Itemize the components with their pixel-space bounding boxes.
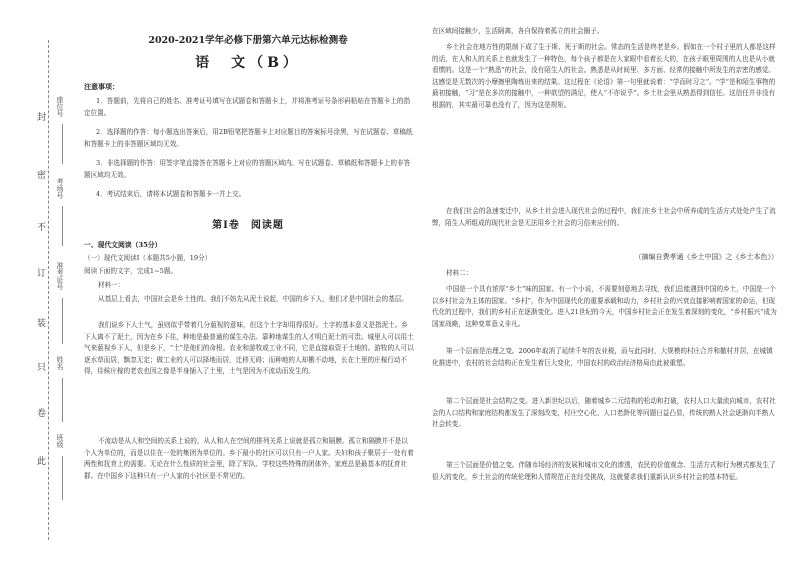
reading-paragraph: 第二个层面是社会结构之变。进入新世纪以后，随着城乡二元结构的松动和打破，农村人口大量流向城市，农村社会的人口结构和家庭结构都发生了深刻改变，村庄空心化、人口老龄化等问题日益凸显，传统的熟人社会逐渐向半熟人社会转变。 [432, 397, 776, 429]
name-label: 姓名 [56, 356, 64, 370]
binding-char: 订 [35, 268, 45, 277]
binding-line [48, 40, 49, 540]
binding-char: 此 [35, 456, 45, 465]
reading-paragraph: 中国是一个具有浓厚“乡土”味的国家。有一个小说，不需要刻意地去寻找，我们总能遇到中国的乡土，中国是一个以乡村社会为主体的国家。“乡村”，作为中国现代化的重要承载和动力，乡村社会的兴衰直接影响着国家的命运，但现代化的过程中，我们的乡村正在逐渐变化。进入21世纪的今天，中国乡村社会正在发生着深刻的变化，“乡村振兴”成为国家战略，这种变革意义非凡。 [432, 285, 777, 328]
binding-char: 封 [35, 112, 45, 121]
subject-title: 语 文（B） [195, 55, 301, 71]
reading-paragraph: 第三个层面是价值之变。伴随市场经济的发展和城市文化的渗透，农民的价值观念、生活方式和行为模式都发生了很大的变化，乡土社会的传统伦理和人情规范正在经受挑战，这就要求我们重新认识乡村社会的基本特征。 [432, 461, 776, 481]
binding-strip [0, 0, 70, 561]
notice-item: 3．非选择题的作答：用签字笔直接答在答题卡上对应的答题区域内。写在试题卷、草稿纸和答题卡上的非答题区域均无效。 [84, 159, 411, 179]
reading-part-heading: 一、现代文阅读（35分） [84, 241, 162, 249]
binding-char: 不 [35, 222, 45, 231]
binding-char: 卷 [35, 408, 45, 417]
admission-number-blank [62, 298, 63, 344]
binding-char: 只 [35, 362, 45, 371]
exam-title: 2020-2021学年必修下册第六单元达标检测卷 [148, 35, 348, 46]
reading-paragraph: 我们说乡下人土气，虽则似乎带着几分藐视的意味，但这个土字却用得很好。土字的基本意义是指泥土。乡下人离不了泥土，因为在乡下住，种地是最普通的谋生办法。靠种地谋生的人才明白泥土的可贵。城里人可以用土气来藐视乡下人，但是乡下，“土”是他们的命根。农业和游牧或工业不同，它是直接取资于土地的。游牧的人可以逐水草而居，飘忽无定；做工业的人可以择地而居，迁移无碍；而种地的人却搬不动地，长在土里的庄稼行动不得，侍候庄稼的老农也因之像是半身插入了土里，土气是因为不流动而发生的。 [84, 321, 414, 376]
reading-subheading: （一）现代文阅读Ⅰ（本题共5小题，19分） [84, 254, 212, 262]
binding-char: 密 [35, 170, 45, 179]
notice-item: 1．答题前，先将自己的姓名、准考证号填写在试题卷和答题卡上，并将准考证号条形码粘贴在答题卡上的指定位置。 [84, 97, 411, 117]
class-blank [62, 456, 63, 500]
reading-paragraph: 从基层上看去，中国社会是乡土性的。我们不妨先从泥土说起，中国的乡下人，他们才是中国社会的基层。 [98, 295, 408, 303]
material-two-label: 材料二： [446, 269, 473, 277]
section-title: 第Ⅰ卷 阅读题 [212, 220, 284, 231]
seat-number-blank [62, 124, 63, 164]
notice-heading: 注意事项： [84, 82, 119, 91]
left-column [78, 0, 418, 561]
material-one-label: 材料一： [98, 281, 125, 289]
class-label: 班级 [56, 434, 64, 448]
binding-char: 装 [35, 318, 45, 327]
reading-paragraph: 第一个层面是治理之变。2006年取消了延续千年的农业税，而与此同时，大规模的村庄合并和撤村并居，在城镇化推进中，农村的社会结构正在发生着巨大变化，中国农村的政治经济格局由此被重塑。 [432, 347, 773, 367]
reading-paragraph: 在区域间接触少，生活隔离，各自保持着孤立的社会圈子。 [432, 27, 604, 35]
reading-paragraph: 不流动是从人和空间的关系上说的，从人和人在空间的排列关系上说就是孤立和隔膜。孤立和隔膜并不是以个人为单位的，而是以住在一处的集团为单位的。乡下最小的社区可以只有一户人家。夫妇和孩子聚居于一处有着两性和抚育上的需要。无论在什么性质的社会里，除了军队、学校这些特殊的团体外，家庭总是最基本的抚育社群。在中国乡下这种只有一户人家的小社区是不常见的。 [84, 437, 414, 480]
admission-number-label: 准考证号 [56, 262, 64, 290]
reading-paragraph: 在我们社会的急速变迁中，从乡土社会进入现代社会的过程中，我们在乡土社会中所养成的生活方式处处产生了流弊，陌生人所组成的现代社会是无法用乡土社会的习俗来应付的。 [432, 207, 776, 227]
exam-room-label: 考场号 [56, 178, 64, 199]
notice-item: 4．考试结束后，请将本试题卷和答题卡一并上交。 [96, 190, 246, 198]
seat-number-label: 座位号 [56, 96, 64, 117]
name-blank [62, 378, 63, 422]
notice-item: 2．选择题的作答：每小题选出答案后，用2B铅笔把答题卡上对应题目的答案标号涂黑，写在试题卷、草稿纸和答题卡上的非答题区域均无效。 [84, 128, 413, 148]
right-column [432, 0, 782, 561]
exam-room-blank [62, 206, 63, 246]
reading-paragraph: 乡土社会在地方性的限制下成了生于斯、死于斯的社会。常态的生活是终老是乡。假如在一个村子里的人都是这样的话，在人和人的关系上也就发生了一种特色，每个孩子都是在人家眼中看着长大的，在孩子眼里周围的人也是从小就看惯的。这是一个“熟悉”的社会，没有陌生人的社会。熟悉是从时间里、多方面、经常的接触中所发生的亲密的感觉。这感觉是无数次的小摩擦里陶炼出来的结果。这过程在《论语》第一句里就说着：“学而时习之”。“学”是和陌生事物的最初接触，“习”是在多次的接触中，一种欲望的满足，使人“不亦说乎”。乡土社会里从熟悉得到信任。这信任并非没有根据的，其实最可靠也没有了，因为这是规矩。 [432, 43, 776, 109]
source-citation: （摘编自费孝通《乡土中国》之《乡土本色》） [634, 253, 778, 261]
reading-instruction: 阅读下面的文字，完成1~5题。 [84, 267, 178, 275]
